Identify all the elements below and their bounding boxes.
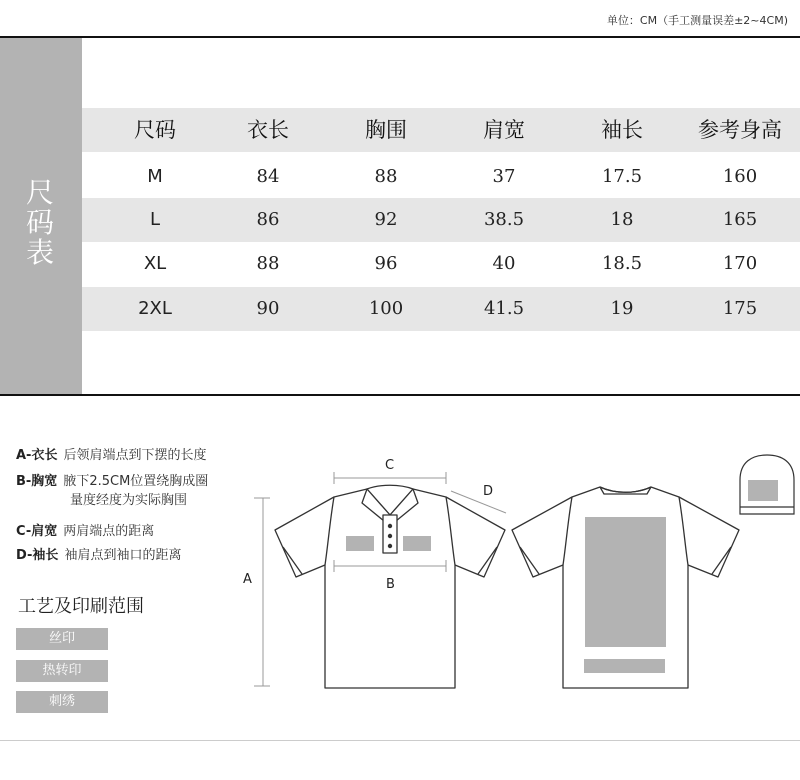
legend-key: A-衣长	[16, 448, 58, 463]
size-chart-title-char: 表	[25, 236, 54, 269]
cell-length: 84	[256, 166, 280, 187]
craft-heat-transfer: 热转印	[16, 660, 108, 682]
unit-note: 单位：CM（手工测量误差±2~4CM)	[606, 14, 788, 27]
legend-text: 袖肩点到袖口的距离	[64, 548, 182, 563]
header-sleeve: 袖长	[601, 118, 643, 142]
label-d: D	[483, 484, 494, 499]
cell-length: 86	[256, 209, 280, 230]
legend-key: D-袖长	[16, 548, 59, 563]
print-area-front-right	[403, 536, 431, 551]
size-chart-title-char: 尺	[25, 176, 54, 209]
measure-a	[243, 498, 270, 686]
header-length: 衣长	[247, 118, 289, 142]
craft-screen-print: 丝印	[16, 628, 108, 650]
print-area-front-left	[346, 536, 374, 551]
legend-text: 两肩端点的距离	[63, 524, 155, 539]
header-size: 尺码	[134, 118, 176, 142]
cell-shoulder: 38.5	[483, 209, 525, 230]
cell-chest: 96	[374, 253, 398, 274]
cell-length: 88	[256, 253, 280, 274]
legend-key: B-胸宽	[16, 474, 58, 489]
print-area-hat	[748, 480, 778, 501]
cell-sleeve: 19	[610, 298, 634, 319]
label-c: C	[385, 458, 395, 473]
cell-length: 90	[256, 298, 280, 319]
measure-c	[334, 458, 446, 484]
footer-divider	[0, 740, 800, 741]
cell-chest: 92	[374, 209, 398, 230]
legend-text: 量度经度为实际胸围	[70, 493, 188, 508]
cell-sleeve: 18.5	[601, 253, 643, 274]
legend-text: 后领肩端点到下摆的长度	[63, 448, 207, 463]
print-area-back-main	[585, 517, 666, 647]
cell-height: 170	[722, 253, 758, 274]
cell-sleeve: 18	[610, 209, 634, 230]
cell-size: XL	[143, 253, 167, 274]
cell-height: 160	[722, 166, 758, 187]
cell-size: L	[149, 209, 161, 230]
cell-shoulder: 37	[492, 166, 516, 187]
cell-shoulder: 41.5	[483, 298, 525, 319]
cell-size: 2XL	[138, 298, 172, 319]
header-shoulder: 肩宽	[483, 118, 525, 142]
legend-key: C-肩宽	[16, 524, 58, 539]
label-b: B	[386, 577, 395, 592]
print-area-back-hem	[584, 659, 665, 673]
cell-height: 175	[722, 298, 758, 319]
size-chart-title-char: 码	[25, 206, 54, 239]
craft-section-title: 工艺及印刷范围	[18, 596, 144, 617]
craft-embroidery: 刺绣	[16, 691, 108, 713]
label-a: A	[243, 572, 252, 587]
legend-text: 腋下2.5CM位置绕胸成圈	[63, 474, 209, 489]
header-height: 参考身高	[698, 118, 782, 142]
cell-size: M	[147, 166, 163, 187]
cell-chest: 88	[374, 166, 398, 187]
cell-shoulder: 40	[492, 253, 516, 274]
cell-chest: 100	[368, 298, 404, 319]
cell-sleeve: 17.5	[601, 166, 643, 187]
cell-height: 165	[722, 209, 758, 230]
header-chest: 胸围	[365, 118, 407, 142]
